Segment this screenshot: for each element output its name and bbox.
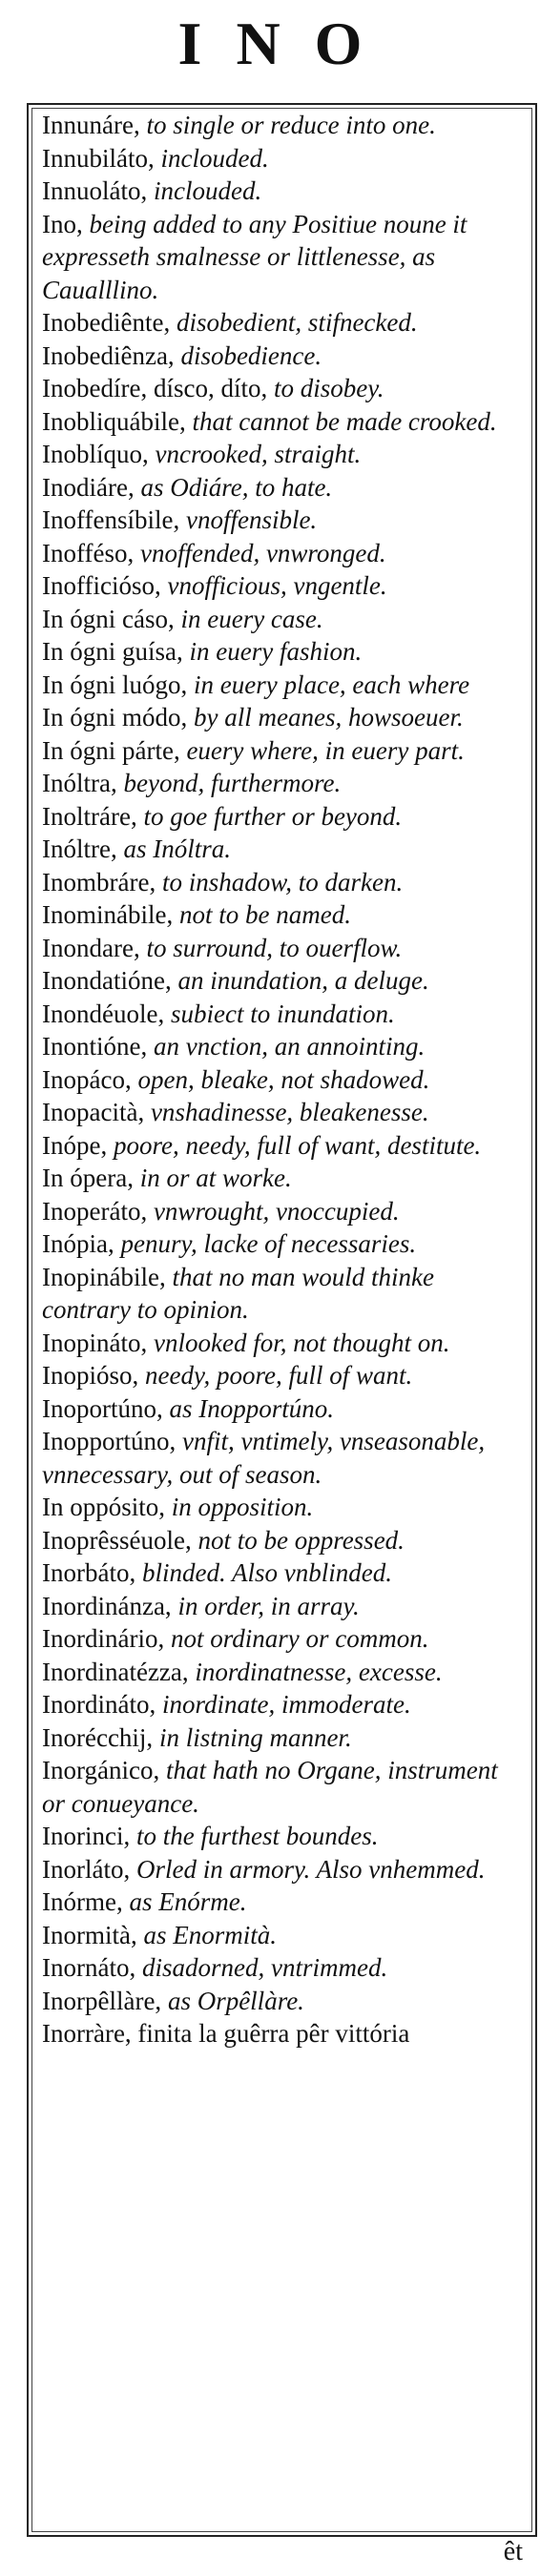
entry-definition: an vnction, an annointing.	[153, 1032, 426, 1061]
dictionary-entry	[42, 2017, 526, 2050]
entry-definition: to goe further or beyond.	[143, 801, 403, 831]
dictionary-entry	[42, 932, 526, 965]
entry-definition: that cannot be made crooked.	[192, 406, 497, 436]
entry-definition: blinded. Also vnblinded.	[141, 1558, 392, 1587]
entry-headword: Inontióne,	[42, 1032, 154, 1061]
entry-definition: vnoffensible.	[185, 505, 318, 534]
entry-definition: vnwrought, vnoccupied.	[153, 1196, 400, 1226]
entry-headword: Inorécchij,	[42, 1722, 159, 1752]
entry-headword: Inornáto,	[42, 1953, 142, 1982]
entry-definition: in euery place, each where	[194, 670, 470, 699]
dictionary-entry	[42, 734, 526, 768]
entry-definition: in listning manner.	[158, 1722, 352, 1752]
entry-definition: by all meanes, howsoeuer.	[194, 703, 464, 732]
dictionary-entry	[42, 635, 526, 669]
dictionary-entry	[42, 438, 526, 471]
entry-definition: as Enormità.	[143, 1920, 277, 1949]
entry-headword: Inobediênza,	[42, 340, 181, 370]
page-header	[0, 0, 540, 88]
dictionary-entry	[42, 569, 526, 603]
entry-headword: Inominábile,	[42, 900, 179, 929]
dictionary-entry	[42, 1524, 526, 1557]
entry-headword: Inofficióso,	[42, 571, 168, 600]
entry-definition: vnshadinesse, bleakenesse.	[150, 1098, 429, 1126]
entry-headword: Inobediênte,	[42, 308, 177, 337]
dictionary-entry	[42, 109, 526, 142]
entry-headword: Inordinário,	[42, 1624, 171, 1653]
entry-headword: Inorpêllàre,	[42, 1986, 168, 2015]
entry-definition: disobedient, stifnecked.	[176, 308, 418, 337]
entry-definition: vnfit, vntimely, vnseasonable, vnnecessary, out of season.	[42, 1427, 486, 1489]
dictionary-entry	[42, 898, 526, 932]
dictionary-entry	[42, 1392, 526, 1426]
dictionary-entry	[42, 603, 526, 636]
dictionary-entry	[42, 1820, 526, 1853]
dictionary-entry	[42, 1129, 526, 1163]
entry-headword: Inorgánico,	[42, 1756, 166, 1784]
dictionary-entry	[42, 833, 526, 866]
dictionary-entry	[42, 1556, 526, 1590]
dictionary-entry	[42, 964, 526, 998]
dictionary-entry	[42, 471, 526, 505]
entry-definition: not ordinary or common.	[170, 1624, 429, 1653]
dictionary-entry	[42, 1656, 526, 1689]
entry-definition: as Enórme.	[129, 1887, 247, 1916]
dictionary-entry	[42, 208, 526, 307]
entry-headword: In ógni luógo,	[42, 670, 194, 699]
entry-headword: Inoffensíbile,	[42, 505, 186, 534]
entry-headword: Innuoláto,	[42, 176, 154, 205]
dictionary-entry	[42, 340, 526, 373]
entry-headword: Innunáre,	[42, 111, 147, 139]
dictionary-entry	[42, 1030, 526, 1063]
entry-definition: as Inopportúno.	[169, 1393, 334, 1423]
dictionary-entry	[42, 998, 526, 1031]
entry-headword: Inópia,	[42, 1229, 121, 1258]
catchword: êt	[503, 2537, 523, 2566]
entry-headword: Inodiáre,	[42, 472, 141, 502]
entry-definition: open, bleake, not shadowed.	[137, 1064, 430, 1094]
entry-headword: Inorláto,	[42, 1854, 136, 1884]
entry-headword: Inorbáto,	[42, 1558, 142, 1587]
entry-definition: inordinatnesse, excesse.	[195, 1657, 443, 1686]
entry-definition: disobedience.	[180, 340, 322, 370]
dictionary-entry	[42, 537, 526, 570]
entry-definition: to surround, to ouerflow.	[146, 933, 403, 962]
entry-headword: Ino,	[42, 209, 90, 238]
entry-definition: subiect to inundation.	[170, 999, 395, 1028]
dictionary-entry	[42, 669, 526, 702]
entry-definition: not to be oppressed.	[197, 1525, 405, 1555]
dictionary-entry	[42, 767, 526, 800]
dictionary-entry	[42, 1985, 526, 2018]
entry-headword: In ógni módo,	[42, 703, 194, 732]
dictionary-entry	[42, 1425, 526, 1491]
entry-headword: Inórme,	[42, 1887, 130, 1916]
entry-definition: vnoffended, vnwronged.	[139, 538, 386, 567]
dictionary-entry	[42, 1886, 526, 1919]
entry-headword: Inópe,	[42, 1130, 114, 1160]
entry-definition: inclouded.	[153, 176, 262, 205]
dictionary-entry	[42, 1162, 526, 1195]
dictionary-entry	[42, 1622, 526, 1656]
dictionary-entry	[42, 1227, 526, 1261]
entry-definition: an inundation, a deluge.	[177, 966, 429, 995]
entry-headword: Inombráre,	[42, 867, 162, 896]
entry-definition: vnlooked for, not thought on.	[153, 1328, 450, 1357]
entry-definition: disadorned, vntrimmed.	[141, 1953, 388, 1982]
entry-definition: in opposition.	[171, 1493, 314, 1521]
entry-definition: as Odiáre, to hate.	[140, 472, 333, 502]
entry-definition: in euery fashion.	[189, 637, 363, 666]
entry-definition: beyond, furthermore.	[123, 769, 342, 797]
entry-headword: Inóltra,	[42, 769, 124, 797]
entry-headword: Inopióso,	[42, 1361, 145, 1390]
dictionary-entry	[42, 1491, 526, 1524]
entry-definition: poore, needy, full of want, destitute.	[113, 1130, 482, 1160]
entry-definition: Orled in armory. Also vnhemmed.	[135, 1854, 486, 1884]
dictionary-entry	[42, 1195, 526, 1228]
entry-definition: to disobey.	[273, 374, 384, 402]
entry-headword: Inordináto,	[42, 1690, 162, 1719]
dictionary-entry	[42, 175, 526, 208]
dictionary-entry	[42, 1688, 526, 1721]
dictionary-entry	[42, 306, 526, 340]
entry-definition: that hath no Organe, instrument or conueyance.	[42, 1756, 498, 1818]
entry-list	[29, 105, 535, 2050]
entry-definition: as Inóltra.	[123, 835, 231, 863]
entry-headword: Innubiláto,	[42, 143, 161, 173]
entry-definition: in order, in array.	[177, 1591, 360, 1620]
dictionary-entry	[42, 372, 526, 405]
entry-definition: not to be named.	[178, 900, 351, 929]
entry-headword: Inofféso,	[42, 538, 140, 567]
dictionary-entry	[42, 1853, 526, 1886]
dictionary-entry	[42, 1359, 526, 1392]
dictionary-entry	[42, 1721, 526, 1755]
entry-headword: In ógni guísa,	[42, 637, 190, 666]
entry-definition: as Orpêllàre.	[167, 1986, 304, 2015]
dictionary-entry	[42, 800, 526, 834]
entry-definition: vnofficious, vngentle.	[167, 571, 387, 600]
entry-definition: vncrooked, straight.	[155, 440, 362, 468]
entry-definition: inclouded.	[160, 143, 269, 173]
dictionary-entry	[42, 1063, 526, 1097]
entry-headword: Inobliquábile,	[42, 406, 193, 436]
dictionary-column	[27, 103, 537, 2537]
entry-headword: Inoportúno,	[42, 1393, 170, 1423]
entry-definition: penury, lacke of necessaries.	[120, 1229, 417, 1258]
dictionary-entry	[42, 1590, 526, 1623]
entry-definition: to single or reduce into one.	[146, 111, 436, 139]
dictionary-entry	[42, 1261, 526, 1327]
entry-headword: Inopináto,	[42, 1328, 154, 1357]
entry-headword: Inopáco,	[42, 1064, 138, 1094]
dictionary-entry	[42, 1951, 526, 1985]
dictionary-entry	[42, 1327, 526, 1360]
entry-headword: In ógni párte,	[42, 735, 187, 765]
entry-definition: in or at worke.	[139, 1164, 292, 1192]
dictionary-entry	[42, 1754, 526, 1820]
dictionary-entry	[42, 1096, 526, 1129]
entry-definition: being added to any Positiue noune it expresseth smalnesse or littlenesse, as Caualllino.	[42, 209, 467, 304]
entry-headword: Inoltráre,	[42, 801, 144, 831]
entry-headword: Inopportúno,	[42, 1427, 182, 1455]
entry-definition: in euery case.	[180, 604, 323, 633]
entry-headword: Inorràre, finita la guêrra pêr vittória	[42, 2019, 410, 2048]
entry-headword: Inoblíquo,	[42, 440, 156, 468]
entry-definition: to inshadow, to darken.	[161, 867, 404, 896]
entry-definition: inordinate, immoderate.	[161, 1690, 411, 1719]
entry-headword: In ópera,	[42, 1164, 140, 1192]
entry-definition: to the furthest boundes.	[135, 1822, 379, 1850]
dictionary-entry	[42, 1919, 526, 1952]
entry-headword: Inondatióne,	[42, 966, 178, 995]
entry-headword: Inondéuole,	[42, 999, 171, 1028]
entry-definition: that no man would thinke contrary to opinion.	[42, 1262, 434, 1324]
entry-headword: Inoprêsséuole,	[42, 1525, 198, 1555]
entry-headword: Inordinatézza,	[42, 1657, 196, 1686]
entry-headword: Inoperáto,	[42, 1196, 154, 1226]
dictionary-entry	[42, 866, 526, 899]
entry-headword: Inopinábile,	[42, 1262, 173, 1291]
entry-headword: Inorinci,	[42, 1822, 136, 1850]
entry-definition: needy, poore, full of want.	[145, 1361, 413, 1390]
entry-headword: Inordinánza,	[42, 1591, 178, 1620]
entry-headword: In ógni cáso,	[42, 604, 181, 633]
entry-headword: Inopacità,	[42, 1098, 151, 1126]
page-title: INO	[177, 10, 397, 77]
entry-headword: Inóltre,	[42, 835, 124, 863]
entry-headword: In oppósito,	[42, 1493, 172, 1521]
entry-headword: Inobedíre, dísco, díto,	[42, 374, 274, 402]
entry-headword: Inormità,	[42, 1920, 144, 1949]
dictionary-entry	[42, 142, 526, 175]
entry-headword: Inondare,	[42, 933, 147, 962]
entry-definition: euery where, in euery part.	[186, 735, 465, 765]
dictionary-entry	[42, 504, 526, 537]
dictionary-entry	[42, 701, 526, 734]
dictionary-entry	[42, 405, 526, 439]
